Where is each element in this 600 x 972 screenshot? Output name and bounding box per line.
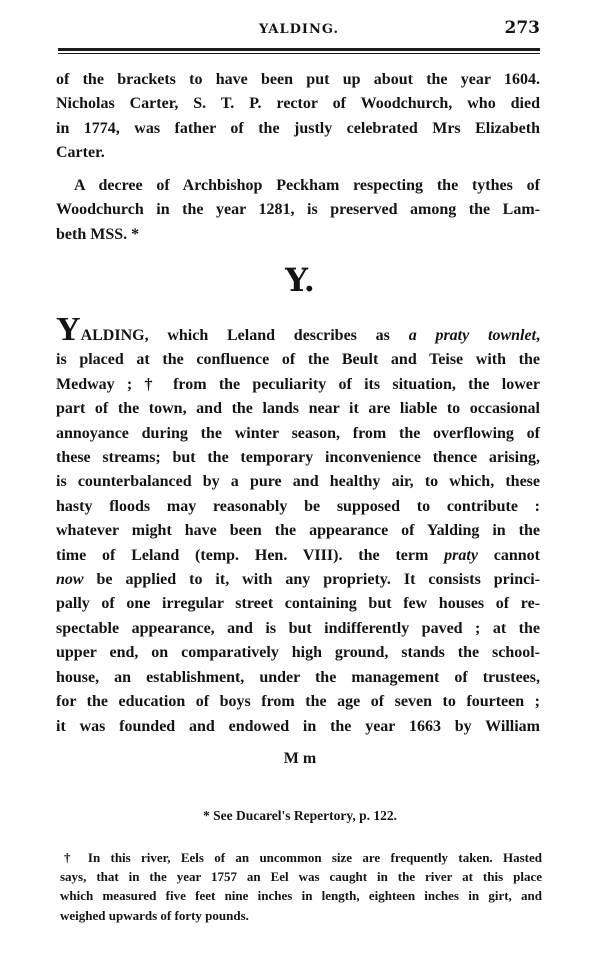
text-line: these streams; but the temporary inconvenience thence arising,	[56, 449, 540, 467]
paragraph-peckham	[56, 174, 540, 247]
text-line: Medway ; † from the peculiarity of its situation, the lower	[56, 375, 540, 393]
text-line-first	[56, 311, 541, 348]
text-fragment: ALDING, which Leland describes as	[80, 327, 409, 344]
text-line: hasty floods may reasonably be supposed to contribute :	[56, 497, 540, 515]
paragraph-carter	[56, 68, 540, 166]
italic-word: praty	[444, 546, 478, 564]
header-rule-thin	[58, 53, 540, 54]
footnote-ducarel: * See Ducarel's Repertory, p. 122.	[203, 808, 397, 823]
text-line: beth MSS. *	[56, 225, 140, 243]
signature-mark: M m	[283, 750, 317, 767]
page-header	[58, 18, 540, 40]
text-line: in 1774, was father of the justly celebrated Mrs Elizabeth	[56, 119, 540, 137]
text-line	[56, 544, 540, 568]
text-line: annoyance during the winter season, from the overflowing of	[56, 424, 540, 442]
text-line: Carter.	[56, 144, 105, 162]
footnote-line: † In this river, Eels of an uncommon size are frequently taken. Hasted	[64, 850, 542, 865]
text-fragment: be applied to it, with any propriety. It consists princi-	[83, 571, 540, 589]
text-line: A decree of Archbishop Peckham respecting the tythes of	[74, 177, 540, 194]
text-fragment: cannot	[477, 546, 541, 564]
drop-cap: Y	[56, 311, 81, 348]
text-fragment: time of Leland (temp. Hen. VIII). the term	[56, 546, 445, 564]
footnote-line: weighed upwards of forty pounds.	[60, 907, 249, 923]
running-head: YALDING.	[258, 22, 340, 37]
text-line: is counterbalanced by a pure and healthy air, to which, these	[56, 473, 540, 491]
text-line: it was founded and endowed in the year 1663 by William	[56, 717, 540, 735]
text-line: Nicholas Carter, S. T. P. rector of Woodchurch, who died	[56, 95, 540, 113]
section-heading-letter: Y.	[285, 261, 315, 299]
page-number: 273	[504, 18, 540, 38]
text-line	[56, 568, 540, 592]
footnote-line: says, that in the year 1757 an Eel was caught in the river at this place	[60, 869, 542, 885]
footnote-line: which measured five feet nine inches in length, eighteen inches in girt, and	[60, 888, 542, 904]
text-line: pally of one irregular street containing but few houses of re-	[56, 595, 540, 613]
italic-quote: a praty townlet	[408, 327, 537, 344]
text-line: of the brackets to have been put up about the year 1604.	[56, 71, 540, 88]
text-line: for the education of boys from the age of seven to fourteen ;	[56, 693, 540, 711]
text-fragment: ,	[536, 327, 541, 344]
text-line: is placed at the confluence of the Beult and Teise with the	[56, 351, 540, 369]
text-line: Woodchurch in the year 1281, is preserved among the Lam-	[56, 201, 540, 219]
italic-word: now	[56, 571, 84, 589]
footnote-eels	[60, 848, 542, 925]
text-line: upper end, on comparatively high ground, stands the school-	[56, 644, 540, 662]
text-line: house, an establishment, under the management of trustees,	[56, 668, 540, 686]
text-line: whatever might have been the appearance of Yalding in the	[56, 522, 540, 540]
header-rule	[58, 48, 540, 51]
text-line: spectable appearance, and is but indifferently paved ; at the	[56, 619, 540, 637]
text-line: part of the town, and the lands near it are liable to occasional	[56, 400, 540, 418]
paragraph-yalding	[56, 311, 541, 739]
